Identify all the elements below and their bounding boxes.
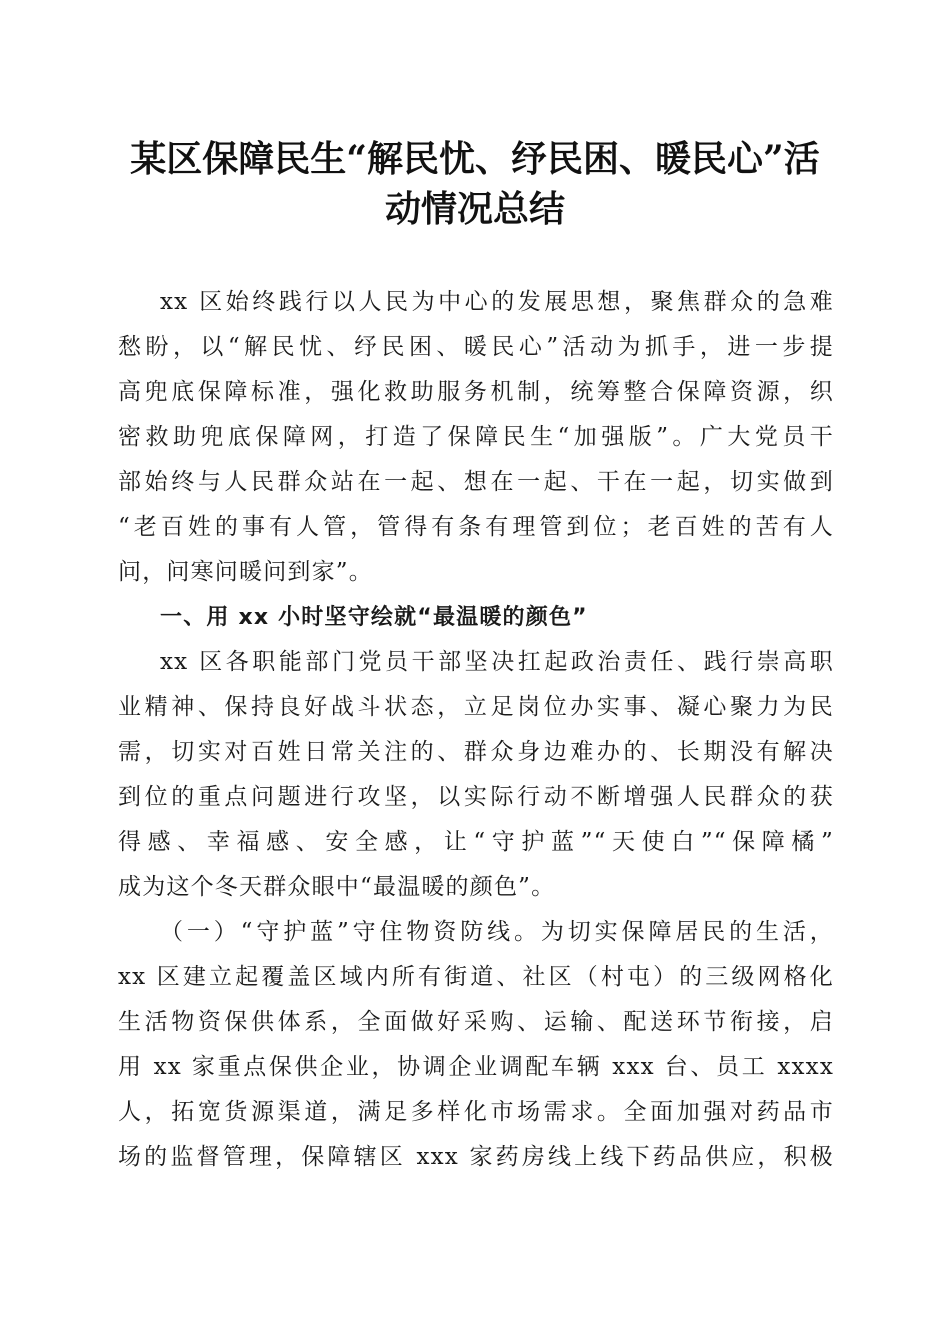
paragraph-line: xx 区各职能部门党员干部坚决扛起政治责任、践行崇高职 [160, 649, 834, 675]
subsection-1-paragraph [118, 910, 834, 1180]
paragraph-line: 需，切实对百姓日常关注的、群众身边难办的、长期没有解决 [118, 739, 834, 765]
paragraph-line: “老百姓的事有人管，管得有条有理管到位；老百姓的苦有人 [118, 514, 834, 540]
title-line-2: 动情况总结 [384, 188, 565, 230]
paragraph-line: xx 区始终践行以人民为中心的发展思想，聚焦群众的急难 [160, 289, 834, 315]
paragraph-line: 部始终与人民群众站在一起、想在一起、干在一起，切实做到 [118, 469, 834, 495]
paragraph-line: 用 xx 家重点保供企业，协调企业调配车辆 xxx 台、员工 xxxx [118, 1054, 834, 1080]
paragraph-line: 人，拓宽货源渠道，满足多样化市场需求。全面加强对药品市 [118, 1099, 834, 1125]
title-line-1: 某区保障民生“解民忧、纾民困、暖民心”活 [130, 138, 820, 180]
paragraph-line: 高兜底保障标准，强化救助服务机制，统筹整合保障资源，织 [118, 379, 834, 405]
paragraph-line: 业精神、保持良好战斗状态，立足岗位办实事、凝心聚力为民 [118, 694, 834, 720]
section-heading-text: 一、用 xx 小时坚守绘就“最温暖的颜色” [160, 605, 588, 630]
paragraph-line: 得感、幸福感、安全感，让“守护蓝”“天使白”“保障橘” [118, 829, 834, 855]
paragraph-line: xx 区建立起覆盖区域内所有街道、社区（村屯）的三级网格化 [118, 964, 834, 990]
paragraph-line: 生活物资保供体系，全面做好采购、运输、配送环节衔接，启 [118, 1009, 834, 1035]
section-heading-1 [118, 595, 834, 640]
section-1-paragraph [118, 640, 834, 910]
paragraph-line: 场的监督管理，保障辖区 xxx 家药房线上线下药品供应，积极 [118, 1144, 834, 1170]
paragraph-line: 问，问寒问暖问到家”。 [118, 559, 373, 585]
paragraph-line: 到位的重点问题进行攻坚，以实际行动不断增强人民群众的获 [118, 784, 834, 810]
document-title [110, 134, 840, 234]
paragraph-line: 密救助兜底保障网，打造了保障民生“加强版”。广大党员干 [118, 424, 834, 450]
paragraph-line: 愁盼，以“解民忧、纾民困、暖民心”活动为抓手，进一步提 [118, 334, 834, 360]
paragraph-line: （一）“守护蓝”守住物资防线。为切实保障居民的生活， [160, 919, 834, 945]
intro-paragraph [118, 280, 834, 595]
document-body [118, 280, 834, 1180]
paragraph-line: 成为这个冬天群众眼中“最温暖的颜色”。 [118, 874, 556, 900]
